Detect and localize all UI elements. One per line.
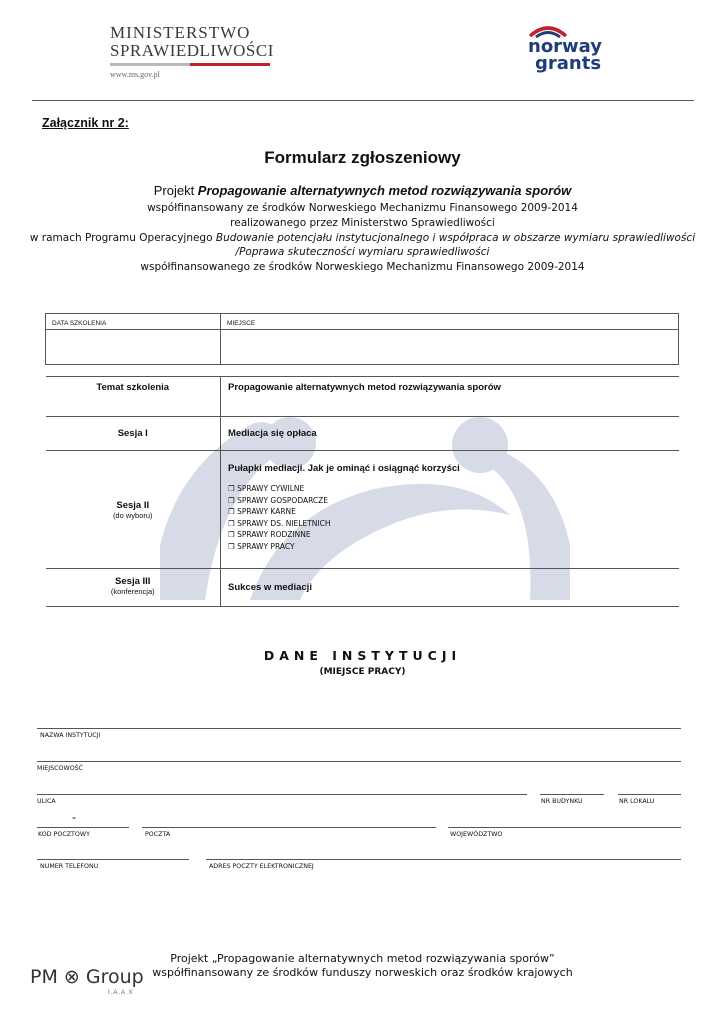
street-line[interactable]: [37, 794, 527, 795]
session2-option-label: SPRAWY CYWILNE: [237, 484, 305, 493]
header-separator: [32, 100, 694, 101]
phone-label: NUMER TELEFONU: [40, 863, 99, 870]
session2-option[interactable]: [228, 483, 678, 495]
unit-line[interactable]: [618, 794, 681, 795]
project-realized-line: realizowanego przez Ministerstwo Sprawiedliwości: [230, 217, 495, 229]
postcode-line[interactable]: [37, 827, 129, 828]
checkbox-icon[interactable]: ❒: [228, 495, 235, 505]
institution-subheading: (MIEJSCE PRACY): [319, 667, 406, 677]
building-label: NR BUDYNKU: [541, 798, 583, 805]
session2-option[interactable]: [228, 529, 678, 541]
project-priority-line: [0, 246, 725, 258]
session2-option[interactable]: [228, 541, 678, 553]
project-name: Propagowanie alternatywnych metod rozwiązywania sporów: [197, 183, 572, 198]
session2-option-label: SPRAWY KARNE: [237, 507, 296, 516]
col-place-header: MIEJSCE: [221, 314, 679, 330]
training-table: [45, 313, 679, 607]
street-label: ULICA: [37, 798, 56, 805]
ministry-flag-bar: [110, 63, 270, 66]
pm-group-logo: PM ⊗ Group: [30, 966, 144, 988]
session2-option-label: SPRAWY DS. NIELETNICH: [237, 518, 331, 528]
session2-option-label: SPRAWY PRACY: [237, 541, 295, 551]
project-program-line: [0, 232, 725, 244]
form-title: Formularz zgłoszeniowy: [264, 148, 461, 167]
project-prefix: Projekt: [153, 183, 198, 198]
session3-label-cell: [46, 569, 221, 607]
session2-option[interactable]: [228, 518, 678, 530]
topic-row: [46, 377, 679, 417]
checkbox-icon[interactable]: ❒: [228, 541, 235, 551]
unit-label: NR LOKALU: [619, 798, 655, 805]
program-name: Budowanie potencjału instytucjonalnego i współpraca w obszarze wymiaru sprawiedliwości: [215, 232, 696, 244]
session2-option-label: SPRAWY GOSPODARCZE: [237, 495, 329, 505]
attachment-label: Załącznik nr 2:: [42, 116, 129, 130]
session2-option-label: SPRAWY RODZINNE: [237, 530, 311, 539]
session3-row: [46, 569, 679, 607]
pm-group-sub: I.A.A.X: [108, 990, 134, 996]
footer-line1: Projekt „Propagowanie alternatywnych metod rozwiązywania sporów”: [170, 952, 555, 965]
session1-label: Sesja I: [46, 417, 221, 451]
spacer-row: [46, 365, 679, 377]
col-date-header: DATA SZKOLENIA: [46, 314, 221, 330]
grants-line2: grants: [535, 53, 602, 74]
ministry-url: www.ms.gov.pl: [110, 70, 160, 79]
program-prefix: w ramach Programu Operacyjnego: [29, 232, 216, 244]
post-label: POCZTA: [145, 831, 171, 838]
email-line[interactable]: [206, 859, 681, 860]
session2-value: Pułapki mediacji. Jak je ominąć i osiągnąć korzyści: [228, 463, 460, 474]
building-line[interactable]: [540, 794, 604, 795]
date-place-row: [46, 330, 679, 365]
date-field[interactable]: [46, 330, 221, 365]
session1-value: Mediacja się opłaca: [221, 417, 679, 451]
checkbox-icon[interactable]: ❒: [228, 484, 235, 493]
phone-line[interactable]: [37, 859, 189, 860]
postcode-dash: -: [72, 810, 76, 824]
project-line: [0, 183, 725, 198]
session2-label-cell: [46, 451, 221, 569]
table-header-row: [46, 314, 679, 330]
session2-options: [228, 483, 678, 552]
ministry-name-line2: SPRAWIEDLIWOŚCI: [110, 41, 274, 60]
session3-label: Sesja III: [115, 576, 151, 587]
institution-name-line[interactable]: [37, 728, 681, 729]
place-field[interactable]: [221, 330, 679, 365]
institution-name-label: NAZWA INSTYTUCJI: [40, 732, 101, 739]
session2-label: Sesja II: [116, 499, 150, 511]
session2-value-cell: [221, 451, 679, 569]
session2-option[interactable]: [228, 495, 678, 507]
province-line[interactable]: [448, 827, 681, 828]
project-funding-line: współfinansowany ze środków Norweskiego Mechanizmu Finansowego 2009-2014: [147, 202, 578, 214]
norway-grants-logo: [520, 24, 620, 84]
post-line[interactable]: [142, 827, 436, 828]
postcode-label: KOD POCZTOWY: [38, 831, 90, 838]
city-line[interactable]: [37, 761, 681, 762]
institution-heading: DANE INSTYTUCJI: [263, 648, 462, 663]
checkbox-icon[interactable]: ❒: [228, 530, 235, 539]
program-priority: /Poprawa skuteczności wymiaru sprawiedliwości: [235, 246, 490, 258]
province-label: WOJEWÓDZTWO: [450, 831, 503, 838]
checkbox-icon[interactable]: ❒: [228, 507, 235, 516]
checkbox-icon[interactable]: ❒: [228, 518, 235, 528]
footer-line2: współfinansowany ze środków funduszy norweskich oraz środków krajowych: [152, 966, 573, 979]
ministry-name-line1: MINISTERSTWO: [110, 23, 251, 42]
session2-sub: (do wyboru): [112, 510, 153, 520]
grants-line1: norway: [528, 36, 603, 57]
topic-label: Temat szkolenia: [46, 377, 221, 417]
project-cofunding-line: współfinansowanego ze środków Norweskiego Mechanizmu Finansowego 2009-2014: [140, 261, 585, 273]
session2-option[interactable]: [228, 506, 678, 518]
city-label: MIEJSCOWOŚĆ: [37, 765, 84, 772]
topic-value: Propagowanie alternatywnych metod rozwiązywania sporów: [221, 377, 679, 417]
session2-row: [46, 451, 679, 569]
session3-sub: (konferencja): [110, 587, 155, 596]
email-label: ADRES POCZTY ELEKTRONICZNEJ: [209, 863, 314, 870]
ministry-logo: [110, 24, 280, 79]
session1-row: [46, 417, 679, 451]
session3-value: Sukces w mediacji: [221, 569, 679, 607]
